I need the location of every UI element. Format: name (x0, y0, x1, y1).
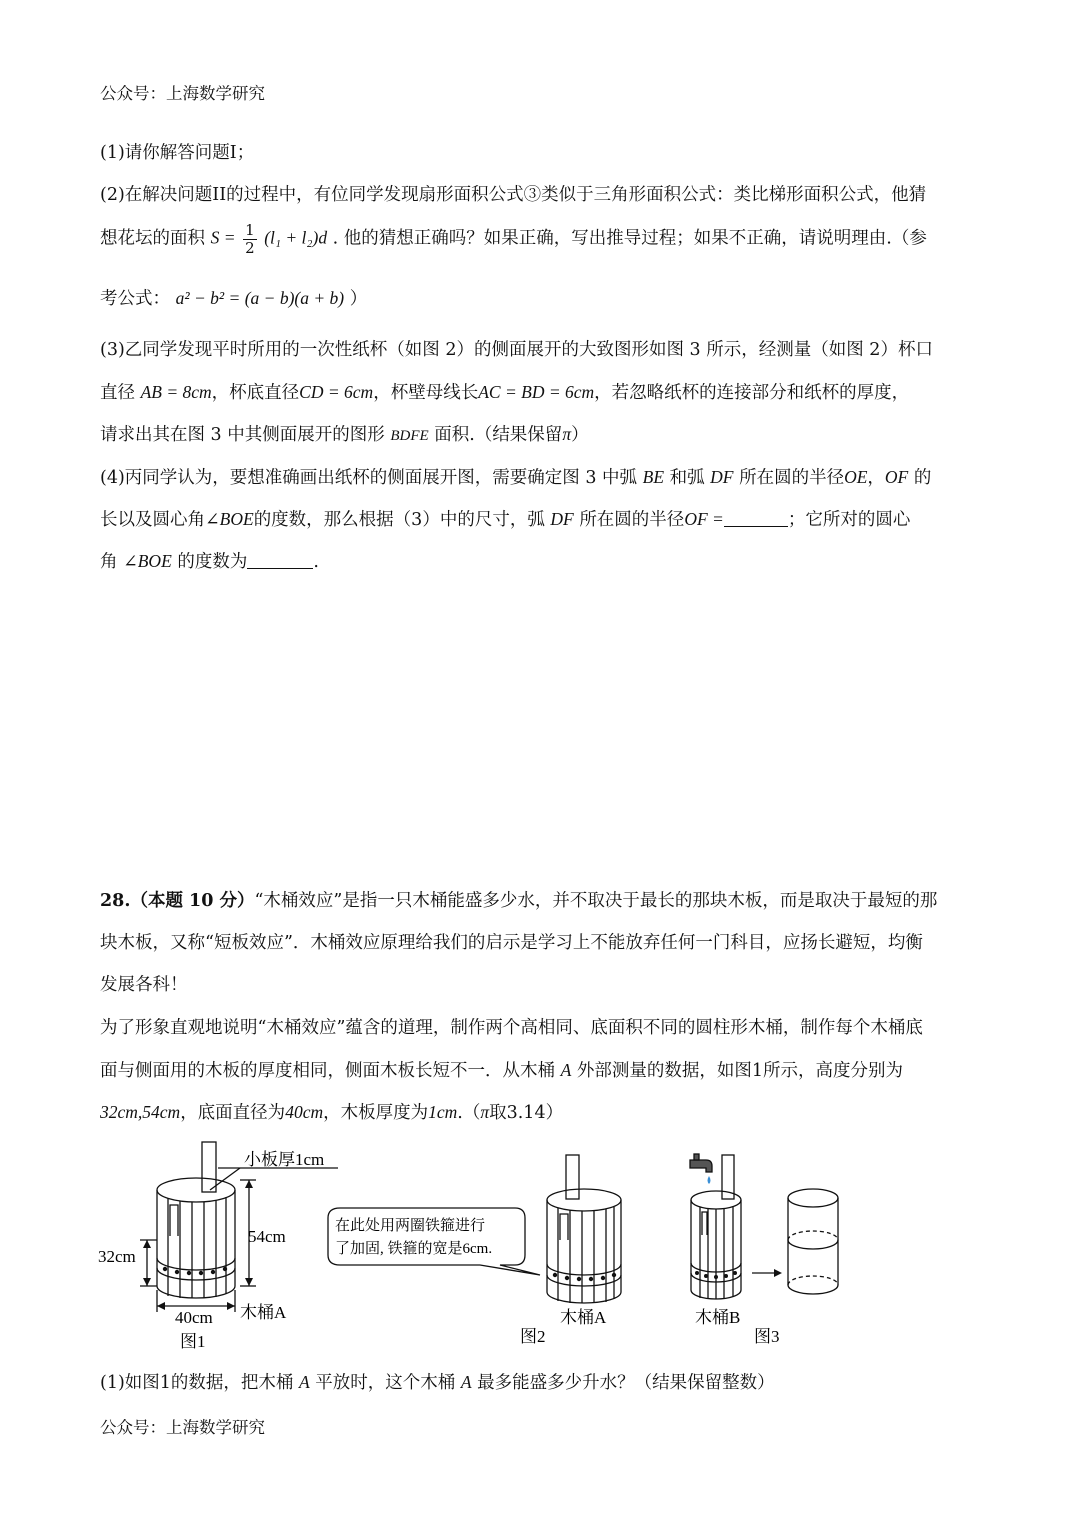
math-be: BE (642, 467, 665, 487)
answer-blank-angle[interactable] (247, 568, 313, 569)
page-header: 公众号：上海数学研究 (100, 84, 265, 103)
q27-part3-line1: (3)乙同学发现平时所用的一次性纸杯（如图 2）的侧面展开的大致图形如图 3 所示，经测量（如图 2）杯口 (100, 340, 933, 360)
barrel-a-fig2 (547, 1155, 621, 1303)
q27-part3-line3 (100, 426, 982, 445)
q28-line6 (100, 1104, 982, 1123)
q28-line1 (100, 893, 982, 911)
water-cylinder (788, 1189, 838, 1294)
barrel-figure (0, 1140, 1080, 1355)
q27-part4-line3 (100, 553, 982, 572)
q27-part3-line2 (100, 384, 982, 403)
math-diameter: 40cm (285, 1102, 324, 1122)
fig2-caption: 图2 (520, 1327, 546, 1346)
math-ab: AB = 8cm (140, 382, 212, 402)
barrel-a-label-fig1: 木桶A (240, 1303, 287, 1322)
area-formula-left: S = (210, 227, 236, 248)
bubble-text-1: 在此处用两圈铁箍进行 (335, 1218, 486, 1234)
fraction-numerator: 1 (245, 221, 255, 239)
q28-subquestion1 (100, 1374, 982, 1393)
q27-part4-line2 (100, 511, 982, 530)
text: . (313, 552, 319, 572)
text: 面积.（结果保留 (434, 425, 563, 445)
math-pi: π (480, 1102, 490, 1122)
bubble-text-2: 了加固, 铁箍的宽是6cm. (335, 1241, 493, 1257)
area-formula-right: (l₁ + l₂)d (264, 227, 328, 248)
text: 面与侧面用的木板的厚度相同，侧面木板长短不一．从木桶 (100, 1061, 555, 1081)
text: 最多能盛多少升水？（结果保留整数） (477, 1373, 775, 1393)
text: ，若忽略纸杯的连接部分和纸杯的厚度， (594, 383, 910, 403)
math-angle-boe: ∠BOE (123, 551, 172, 571)
math-df: DF (710, 467, 734, 487)
text: 所在圆的半径 (579, 510, 685, 530)
height-54-label: 54cm (248, 1227, 286, 1246)
text: 所在圆的半径 (739, 468, 845, 488)
q28-line5 (100, 1062, 982, 1081)
q27-part2-line3 (100, 290, 982, 309)
q27-part2-text: 考公式： (100, 289, 170, 309)
math-pi-value: 3.14 (506, 1103, 546, 1123)
fig1-caption: 图1 (180, 1332, 206, 1351)
text: 请求出其在图 3 中其侧面展开的图形 (100, 425, 385, 445)
text: ；它所对的圆心 (787, 510, 911, 530)
q27-part2-text: . 他的猜想正确吗？如果正确，写出推导过程；如果不正确，请说明理由.（参 (332, 228, 927, 249)
text: ，木板厚度为 (323, 1103, 429, 1123)
text: 直径 (100, 383, 135, 403)
text: ，杯壁母线长 (373, 383, 479, 403)
page-footer: 公众号：上海数学研究 (100, 1418, 265, 1437)
q27-part2-text: 想花坛的面积 (100, 228, 205, 249)
question-number: 28.（本题 10 分） (100, 891, 255, 911)
text: 平放时，这个木桶 (315, 1373, 456, 1393)
text: .（ (457, 1103, 481, 1123)
text: “木桶效应”是指一只木桶能盛多少水，并不取决于最长的那块木板，而是取决于最短的那 (254, 891, 938, 911)
q27-part2-line1: (2)在解决问题II的过程中，有位同学发现扇形面积公式③类似于三角形面积公式：类比梯形面积公式，他猜 (100, 185, 927, 205)
math-heights: 32cm,54cm (100, 1102, 181, 1122)
math-pi: π (562, 424, 572, 444)
answer-blank-radius[interactable] (724, 526, 788, 527)
math-oe: OE (844, 467, 868, 487)
reference-formula: a² − b² = (a − b)(a + b) (175, 288, 345, 308)
q27-part1: (1)请你解答问题I； (100, 143, 255, 163)
fig3-caption: 图3 (754, 1327, 780, 1346)
text: (4)丙同学认为，要想准确画出纸杯的侧面展开图，需要确定图 3 中弧 (100, 468, 638, 488)
text: ，底面直径为 (180, 1103, 286, 1123)
math-thickness: 1cm (428, 1102, 458, 1122)
barrel-b-label: 木桶B (695, 1308, 741, 1327)
q28-line2: 块木板，又称“短板效应”．木桶效应原理给我们的启示是学习上不能放弃任何一门科目，应扬长避短，均衡 (100, 933, 923, 953)
one-half-fraction (243, 222, 257, 256)
text: 和弧 (669, 468, 705, 488)
text: (1)如图1的数据，把木桶 (100, 1373, 294, 1393)
math-a: A (560, 1060, 572, 1080)
math-of: OF (884, 467, 909, 487)
text: ， (867, 468, 885, 488)
fraction-denominator: 2 (245, 238, 255, 257)
math-cd: CD = 6cm (299, 382, 374, 402)
math-a: A (299, 1372, 310, 1392)
text: 的 (913, 468, 932, 488)
math-bdfe: BDFE (390, 428, 429, 444)
barrel-a-label-fig2: 木桶A (560, 1308, 607, 1327)
math-ac-bd: AC = BD = 6cm (478, 382, 595, 402)
math-angle-boe: ∠BOE (205, 509, 254, 529)
q28-line4: 为了形象直观地说明“木桶效应”蕴含的道理，制作两个高相同、底面积不同的圆柱形木桶，制作每个木桶底 (100, 1018, 923, 1038)
text: 角 (100, 552, 118, 572)
math-a: A (460, 1372, 472, 1392)
height-32-label: 32cm (98, 1247, 136, 1266)
q27-part4-line1 (100, 469, 982, 488)
q27-part2-line2 (100, 222, 982, 256)
text: 长以及圆心角 (100, 510, 205, 530)
text: 的度数为 (177, 552, 248, 572)
diameter-label: 40cm (175, 1308, 213, 1327)
text: 的度数，那么根据（3）中的尺寸，弧 (253, 510, 545, 530)
thickness-label: 小板厚1cm (244, 1150, 325, 1169)
text: 外部测量的数据，如图1所示，高度分别为 (576, 1061, 903, 1081)
faucet-icon (690, 1154, 712, 1184)
q28-line3: 发展各科！ (100, 975, 188, 995)
q27-part2-text: ） (349, 289, 368, 309)
math-df: DF (550, 509, 574, 529)
text: ） (571, 425, 589, 445)
text: ） (545, 1103, 564, 1123)
math-of-eq: OF = (684, 509, 724, 529)
text: ，杯底直径 (211, 383, 300, 403)
text: 取 (489, 1103, 507, 1123)
